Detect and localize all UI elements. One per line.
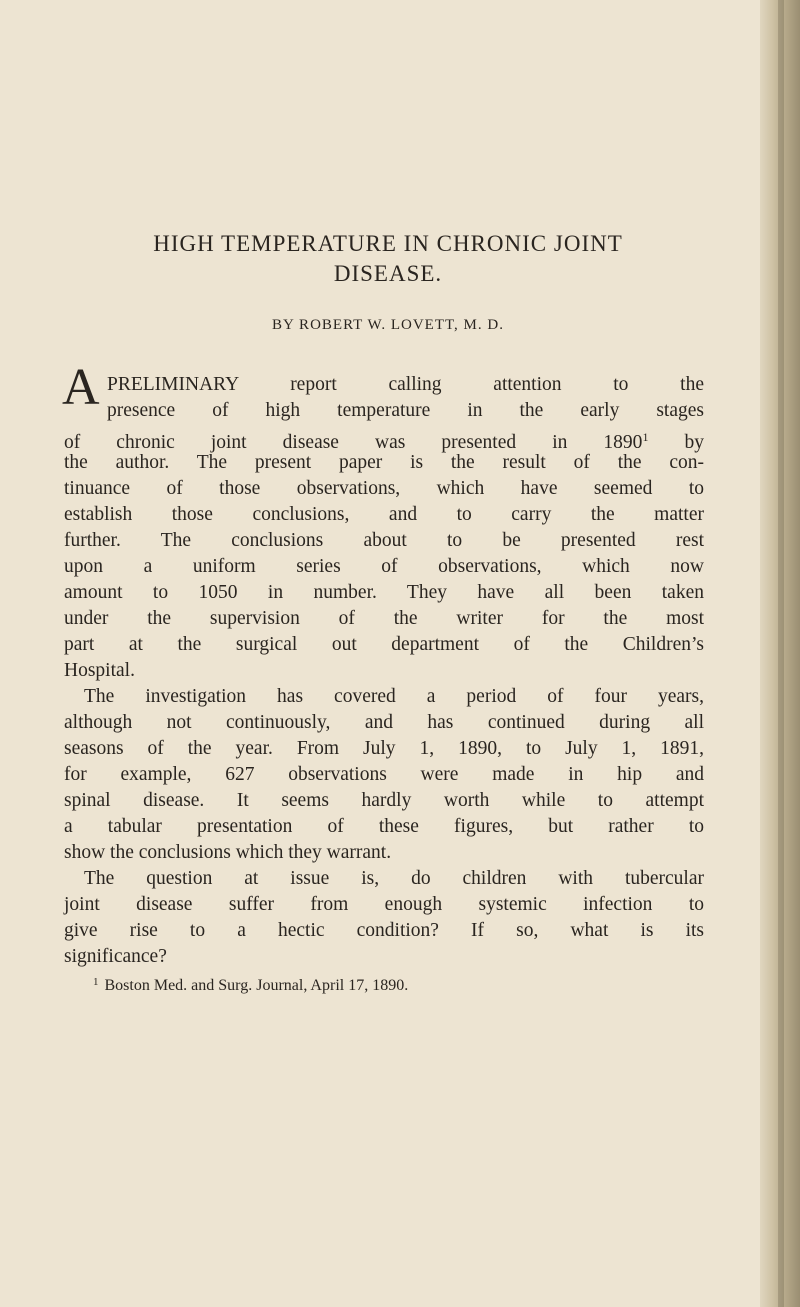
text-line-12: Hospital. — [64, 660, 135, 681]
text-line-4: the author. The present paper is the result of the con- — [64, 452, 704, 473]
article-title-line-2: DISEASE. — [333, 261, 443, 286]
text-line-22: give rise to a hectic condition? If so, what is its — [64, 920, 704, 941]
text-line-19: show the conclusions which they warrant. — [64, 842, 392, 863]
drop-cap: A — [62, 359, 100, 416]
text-line-1: PRELIMINARY report calling attention to the — [107, 374, 704, 395]
author-byline: BY ROBERT W. LOVETT, M. D. — [272, 317, 504, 333]
text-line-6: establish those conclusions, and to carry the matter — [64, 504, 704, 525]
text-line-21: joint disease suffer from enough systemic infection to — [64, 894, 704, 915]
text-line-14: although not continuously, and has continued during all — [64, 712, 704, 733]
text-line-8: upon a uniform series of observations, which now — [64, 556, 704, 577]
footnote-text: Boston Med. and Surg. Journal, April 17, 1890. — [104, 977, 409, 994]
footnote — [93, 972, 713, 996]
text-line-18: a tabular presentation of these figures, but rather to — [64, 816, 704, 837]
text-line-15: seasons of the year. From July 1, 1890, to July 1, 1891, — [64, 738, 704, 759]
text-line-9: amount to 1050 in number. They have all been taken — [64, 582, 704, 603]
text-line-5: tinuance of those observations, which have seemed to — [64, 478, 704, 499]
footnote-ref: 1 — [642, 430, 649, 444]
text-line-23: significance? — [64, 946, 167, 967]
text-line-16: for example, 627 observations were made in hip and — [64, 764, 704, 785]
text-line-10: under the supervision of the writer for the most — [64, 608, 704, 629]
text-line-2: presence of high temperature in the early stages — [107, 400, 704, 421]
text-line-13: The investigation has covered a period of four years, — [84, 686, 704, 707]
text-line-20: The question at issue is, do children with tubercular — [84, 868, 704, 889]
text-line-11: part at the surgical out department of the Children’s — [64, 634, 704, 655]
text-line-7: further. The conclusions about to be presented rest — [64, 530, 704, 551]
text-line-3-tail: by — [684, 432, 704, 453]
footnote-mark: 1 — [93, 976, 99, 988]
page-edge-binding — [760, 0, 800, 1307]
text-line-17: spinal disease. It seems hardly worth while to attempt — [64, 790, 704, 811]
text-line-3-main: of chronic joint disease was presented in 1890 — [64, 432, 643, 453]
article-title-line-1: HIGH TEMPERATURE IN CHRONIC JOINT — [153, 231, 623, 256]
